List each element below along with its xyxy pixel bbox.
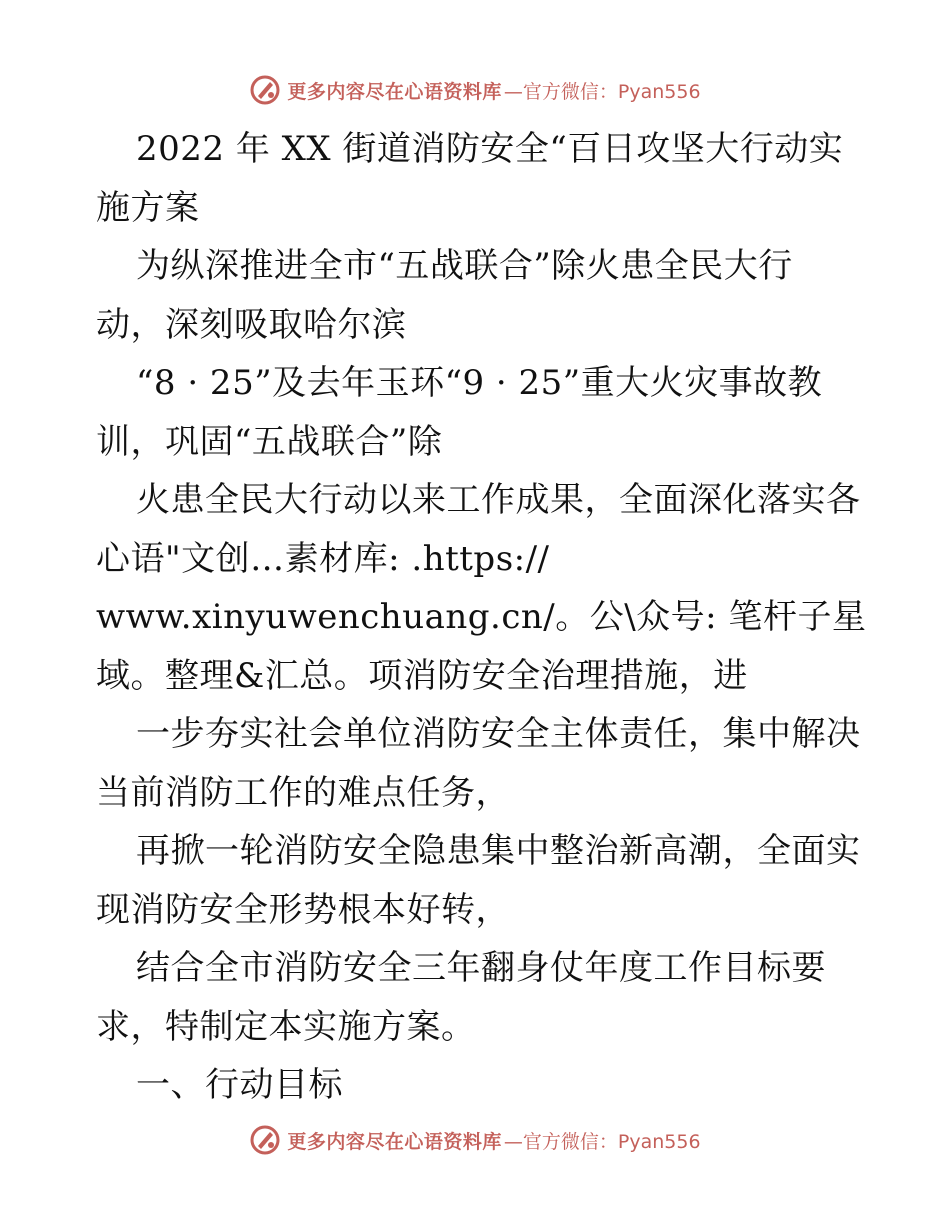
- text-line: 再掀一轮消防安全隐患集中整治新高潮，全面实: [136, 831, 861, 871]
- text-line: 域。整理&汇总。项消防安全治理措施，进: [96, 655, 748, 696]
- document-body: [96, 120, 867, 1115]
- banner-title: 更多内容尽在心语资料库: [287, 1130, 502, 1153]
- text-line: 求，特制定本实施方案。: [96, 1006, 476, 1047]
- banner-wechat: —官方微信：Pyan556: [503, 80, 701, 103]
- footer-watermark-banner: [0, 1120, 950, 1160]
- text-line: “8 · 25”及去年玉环“9 · 25”重大火灾事故教: [136, 363, 823, 403]
- text-line: 一、行动目标: [136, 1065, 343, 1105]
- header-watermark-banner: [0, 70, 950, 110]
- text-line: 一步夯实社会单位消防安全主体责任，集中解决: [136, 714, 861, 754]
- text-line: 训，巩固“五战联合”除: [96, 421, 443, 462]
- text-line: 动，深刻吸取哈尔滨: [96, 304, 407, 345]
- text-line: 2022 年 XX 街道消防安全“百日攻坚大行动实: [136, 129, 844, 169]
- pen-logo-icon: [249, 74, 281, 106]
- text-line: 施方案: [96, 187, 200, 228]
- banner-title: 更多内容尽在心语资料库: [287, 80, 502, 103]
- text-line: www.xinyuwenchuang.cn/。公\众号: 笔杆子星: [96, 597, 867, 637]
- text-line: 现消防安全形势根本好转，: [96, 889, 510, 930]
- text-line: 当前消防工作的难点任务，: [96, 772, 510, 813]
- text-line: 心语"文创…素材库: .https://: [96, 538, 550, 579]
- banner-wechat: —官方微信：Pyan556: [503, 1130, 701, 1153]
- text-line: 为纵深推进全市“五战联合”除火患全民大行: [136, 246, 793, 286]
- text-line: 火患全民大行动以来工作成果，全面深化落实各: [136, 480, 861, 520]
- pen-logo-icon: [249, 1124, 281, 1156]
- text-line: 结合全市消防安全三年翻身仗年度工作目标要: [136, 948, 826, 988]
